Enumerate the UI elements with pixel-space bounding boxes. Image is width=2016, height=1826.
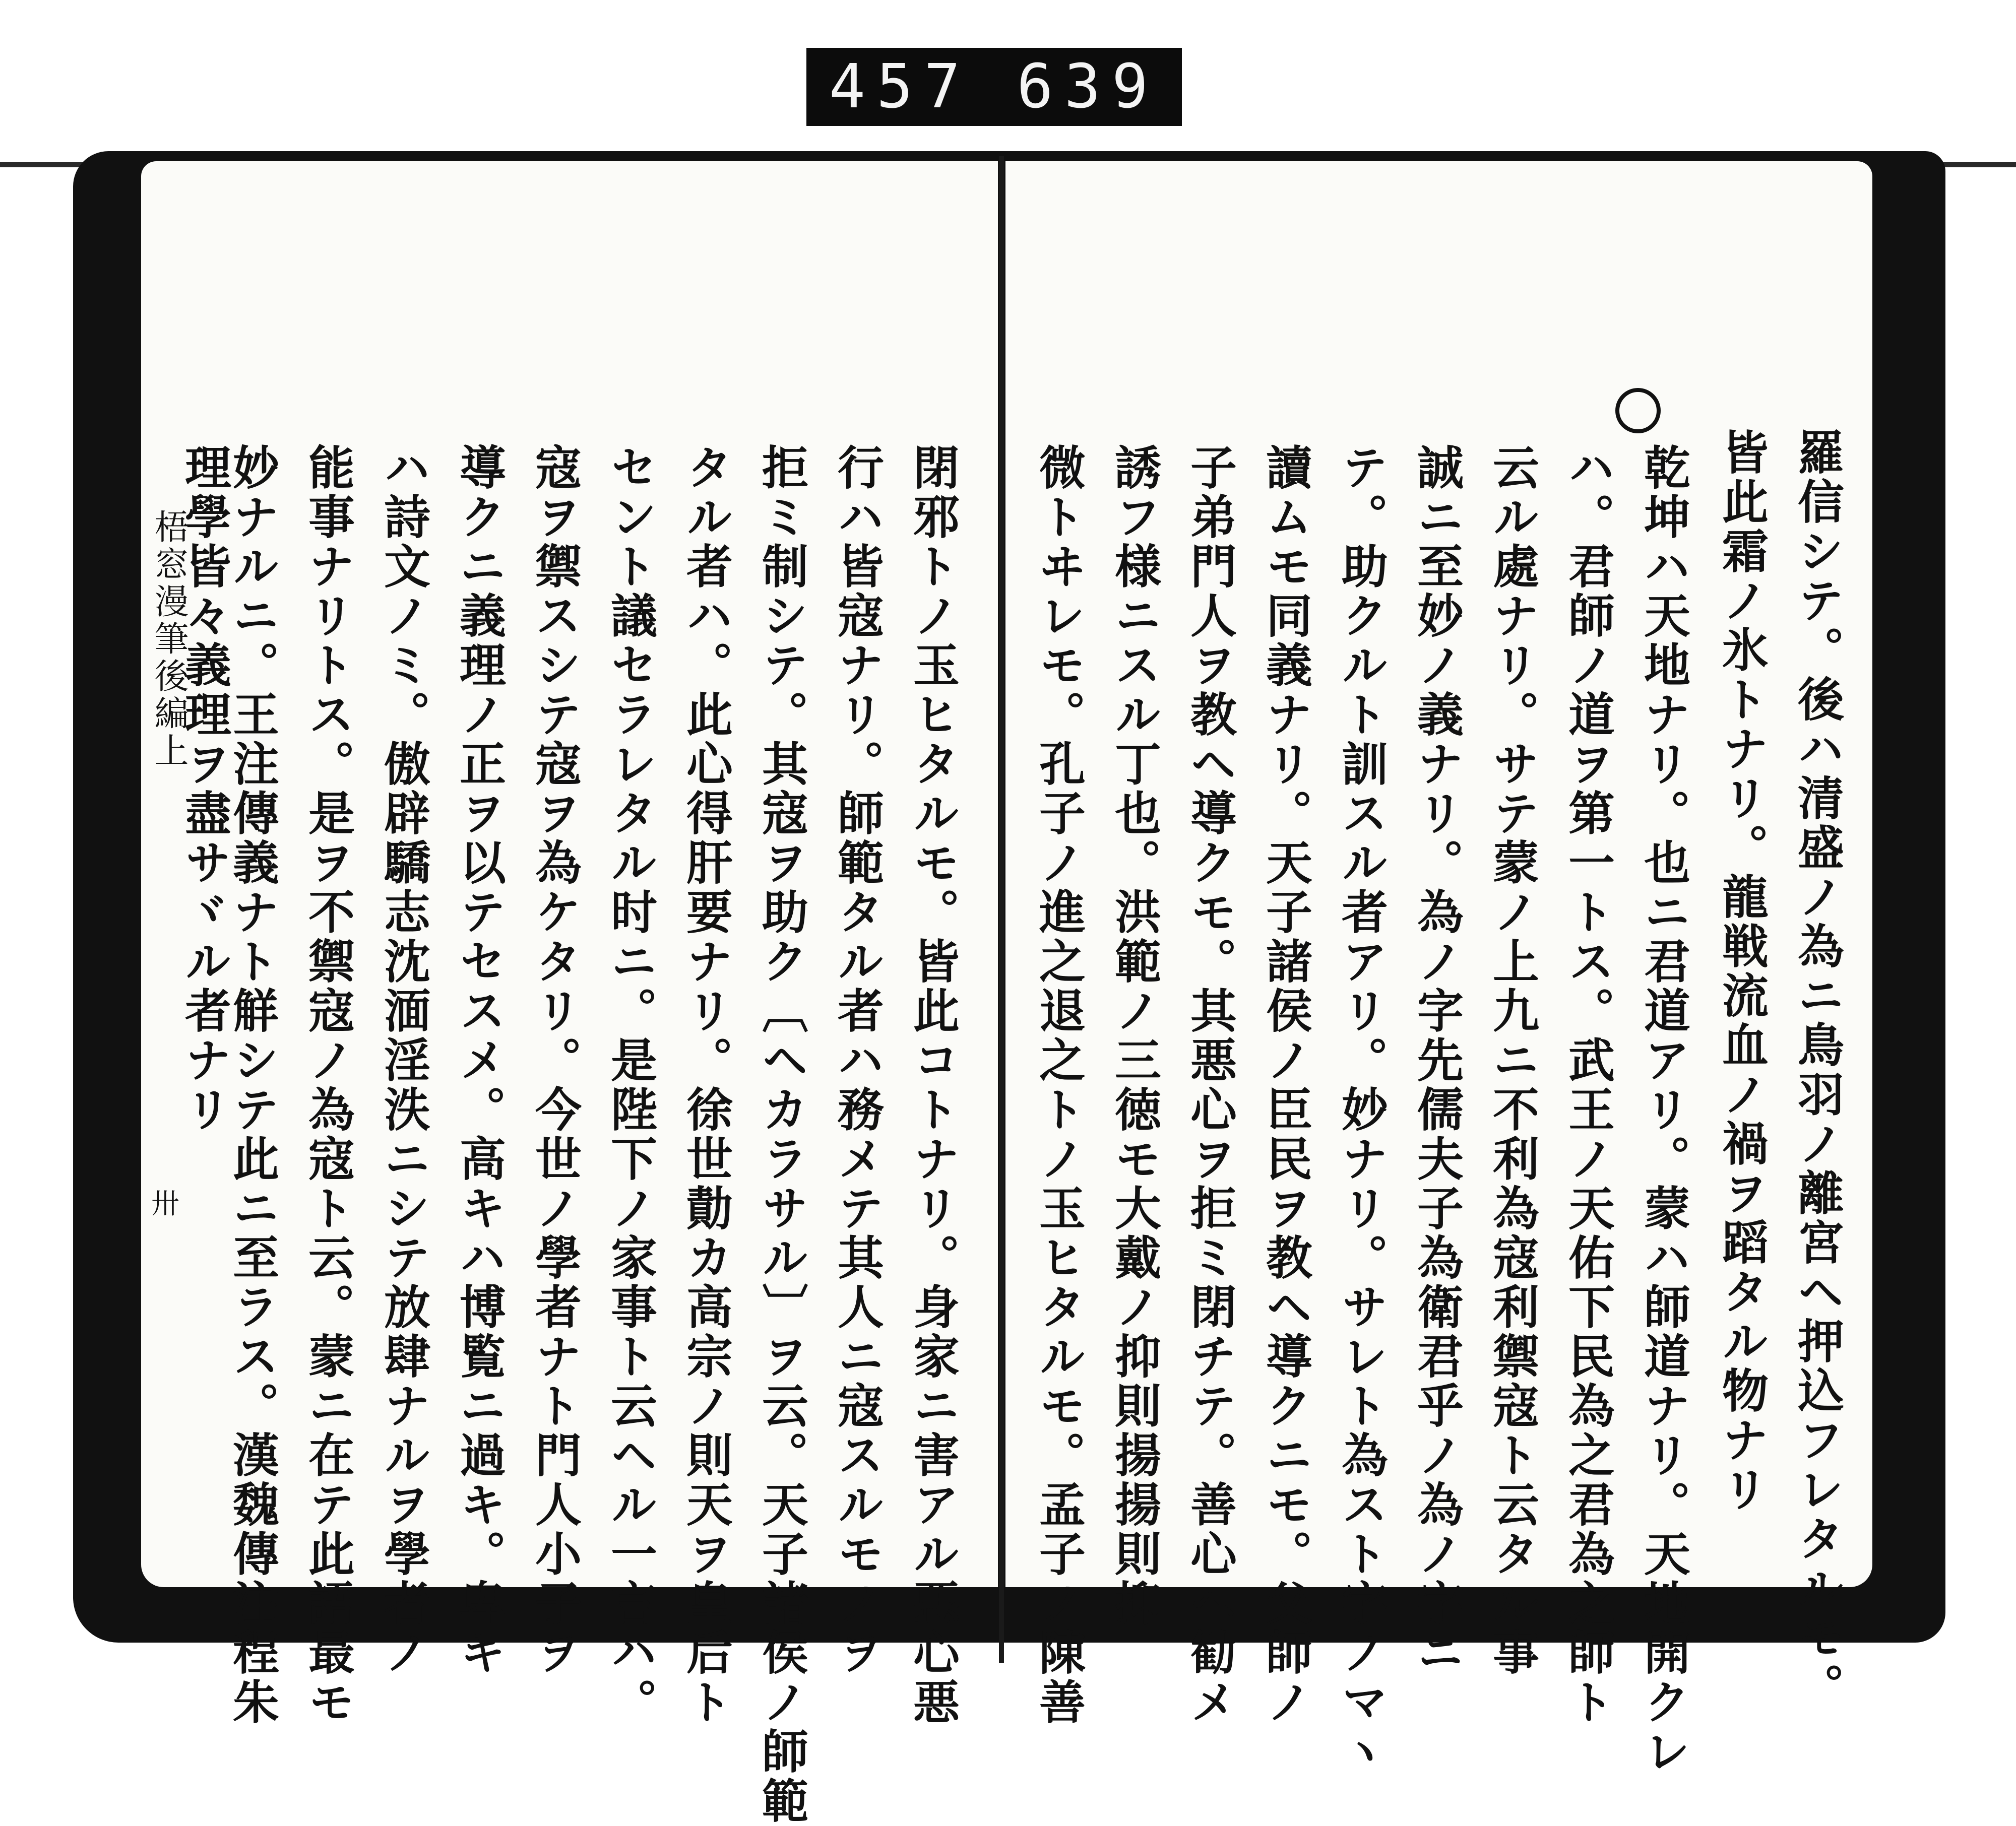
film-frame-label <box>806 48 1182 126</box>
right-column-10: 誘フ様ニスル丁也。洪範ノ三徳モ大戴ノ抑則揚揚則抑 <box>1107 443 1162 1628</box>
book-gutter <box>999 156 1004 1663</box>
reel-number: 457 <box>829 52 972 122</box>
left-column-8: ハ詩文ノミ。傲辟驕志沈湎淫泆ニシテ放肆ナルヲ學者ノ <box>376 443 431 1678</box>
left-column-11: 理學皆々義理ヲ盡サヾル者ナリ <box>177 443 232 1135</box>
left-column-4: タル者ハ。此心得肝要ナリ。徐世勣カ高宗ノ則天ヲ皇后ト <box>679 443 733 1727</box>
right-column-6: 誠ニ至妙ノ義ナリ。為ノ字先儒夫子為衛君乎ノ為ノ字ニ <box>1410 443 1464 1678</box>
left-column-2: 行ハ皆寇ナリ。師範タル者ハ務メテ其人ニ寇スルモノヲ <box>830 443 885 1678</box>
left-column-3: 拒ミ制シテ。其寇ヲ助ク〔ヘカラサル〕ヲ云。天子諸侯ノ師範 <box>754 443 809 1826</box>
right-column-9: 子弟門人ヲ教ヘ導クモ。其悪心ヲ拒ミ閉チテ。善心ヘ勧メ <box>1183 443 1237 1727</box>
left-column-10: 妙ナルニ。王注傳義ナト觧シテ此ニ至ラス。漢魏傳注程朱 <box>225 443 280 1727</box>
right-column-2: 皆此霜ノ氷トナリ。龍戦流血ノ禍ヲ蹈タル物ナリ <box>1715 428 1769 1515</box>
left-column-5: セント議セラレタル时ニ。是陛下ノ家事ト云ヘル一言ハ。 <box>603 443 658 1727</box>
left-column-9: 能事ナリトス。是ヲ不禦寇ノ為寇ト云。蒙ニ在テ此語最モ <box>301 443 355 1727</box>
left-column-6: 寇ヲ禦スシテ寇ヲ為ケタリ。今世ノ學者ナト門人小子ヲ <box>528 443 582 1678</box>
right-column-8: 讀ムモ同義ナリ。天子諸侯ノ臣民ヲ教ヘ導クニモ。父師ノ <box>1258 443 1313 1727</box>
right-column-7: テ。助クルト訓スル者アリ。妙ナリ。サレト為スト字ノマヽ <box>1334 443 1389 1777</box>
page-folio: 卅 <box>151 1188 179 1220</box>
right-column-1: 羅信シテ。後ハ清盛ノ為ニ鳥羽ノ離宮ヘ押込フレタルモ。 <box>1790 428 1845 1712</box>
frame-number: 639 <box>1017 52 1160 122</box>
circle-mark-icon <box>1615 388 1661 433</box>
running-head: 梧窓漫筆後編上 <box>149 509 188 770</box>
right-column-3: 乾坤ハ天地ナリ。也ニ君道アリ。蒙ハ師道ナリ。天地開クレ <box>1636 443 1691 1777</box>
right-column-11: 微トヰレモ。孔子ノ進之退之トノ玉ヒタルモ。孟子ノ陳善 <box>1032 443 1086 1727</box>
right-column-4: ハ。君師ノ道ヲ第一トス。武王ノ天佑下民為之君為之師ト <box>1561 443 1615 1727</box>
left-column-7: 導クニ義理ノ正ヲ以テセスメ。高キハ博覧ニ過キ。卑キ <box>452 443 507 1678</box>
right-column-5: 云ル處ナリ。サテ蒙ノ上九ニ不利為寇利禦寇ト云タル事 <box>1485 443 1540 1678</box>
left-column-1: 閉邪トノ玉ヒタルモ。皆此コトナリ。身家ニ害アル悪心悪 <box>906 443 960 1727</box>
